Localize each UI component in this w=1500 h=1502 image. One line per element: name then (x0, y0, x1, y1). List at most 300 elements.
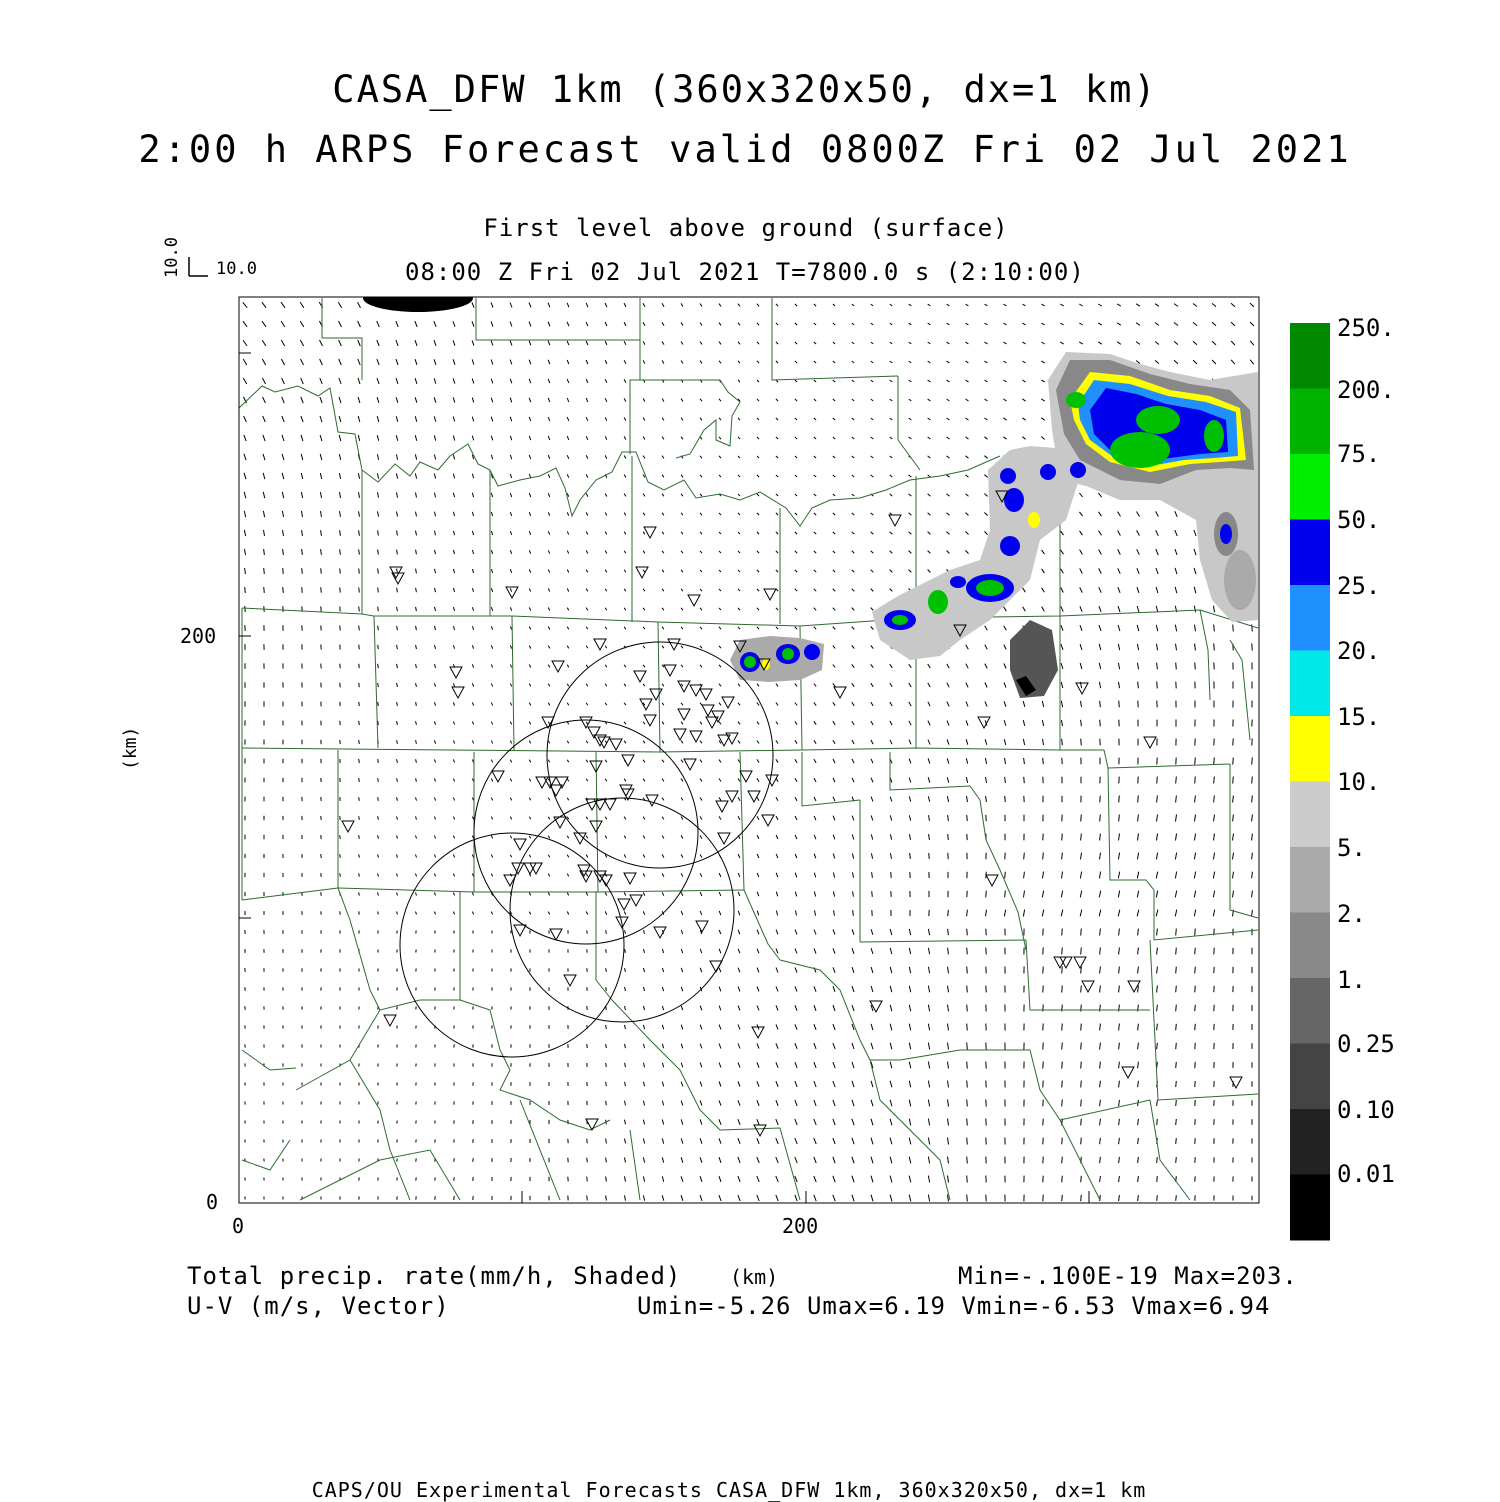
wind-vector (243, 302, 247, 307)
wind-vector (1043, 872, 1044, 879)
wind-vector (1137, 568, 1139, 574)
wind-vector (985, 683, 987, 688)
wind-vector (624, 360, 626, 364)
wind-vector (833, 929, 835, 934)
wind-vector (738, 1119, 740, 1125)
wind-vector (700, 665, 702, 667)
wind-vector (1080, 663, 1082, 669)
wind-vector (795, 1081, 797, 1087)
wind-vector (833, 494, 835, 496)
wind-vector (587, 1196, 588, 1201)
wind-vector (795, 380, 797, 382)
wind-vector (909, 664, 912, 668)
wind-vector (359, 511, 360, 516)
wind-vector (871, 986, 873, 992)
wind-vector (700, 1119, 702, 1124)
wind-vector (1004, 323, 1007, 325)
wind-vector (1156, 568, 1158, 574)
wind-vector (738, 570, 740, 572)
station-marker-icon (684, 759, 696, 770)
wind-vector (757, 418, 759, 420)
wind-vector (948, 1195, 949, 1202)
wind-vector (1157, 1176, 1158, 1182)
wind-vector (358, 340, 361, 346)
wind-vector (510, 836, 511, 839)
wind-vector (700, 911, 702, 915)
wind-vector (738, 361, 740, 363)
wind-vector (738, 1044, 740, 1049)
wind-vector (662, 532, 664, 534)
wind-vector (1100, 1043, 1101, 1050)
wind-vector (833, 589, 836, 591)
wind-vector (890, 532, 893, 534)
wind-vector (738, 760, 740, 763)
wind-vector (852, 816, 854, 821)
wind-vector (605, 455, 607, 458)
wind-vector (1099, 606, 1101, 612)
wind-vector (1176, 1062, 1177, 1068)
wind-vector (947, 399, 950, 401)
wind-vector (681, 665, 683, 667)
colorbar-label: 0.01 (1337, 1160, 1395, 1188)
wind-vector (814, 721, 816, 724)
wind-vector (814, 627, 816, 630)
wind-vector (852, 589, 855, 592)
precipitation-shading (363, 284, 1258, 698)
wind-vector (491, 588, 492, 592)
wind-vector (605, 646, 607, 649)
wind-vector (662, 1157, 663, 1162)
wind-vector (529, 417, 530, 421)
wind-vector (1157, 1195, 1158, 1201)
wind-vector (624, 741, 626, 744)
wind-vector (454, 512, 455, 516)
wind-vector (833, 551, 835, 553)
wind-vector (624, 494, 626, 497)
wind-vector (776, 892, 777, 897)
wind-vector (776, 551, 778, 553)
wind-vector (662, 987, 663, 991)
wind-vector (625, 1044, 626, 1048)
wind-vector (625, 1195, 626, 1200)
wind-vector (1060, 342, 1063, 344)
wind-vector (643, 627, 645, 629)
wind-vector (795, 608, 797, 610)
wind-vector (814, 1081, 816, 1087)
wind-vector (605, 551, 607, 554)
wind-vector (1061, 701, 1062, 707)
wind-vector (1062, 929, 1063, 936)
wind-vector (491, 493, 492, 497)
wind-vector (852, 570, 855, 572)
wind-vector (738, 551, 740, 553)
wind-vector (719, 665, 721, 667)
wind-vector (1194, 587, 1196, 593)
wind-vector (757, 722, 759, 725)
wind-vector (586, 646, 588, 649)
colorbar-label: 50. (1337, 506, 1380, 534)
wind-vector (967, 1062, 968, 1069)
wind-vector (567, 360, 569, 364)
wind-vector (928, 683, 930, 687)
wind-vector (776, 930, 778, 935)
wind-vector (871, 1043, 873, 1049)
wind-vector (700, 892, 702, 896)
station-marker-icon (620, 785, 632, 796)
wind-vector (833, 475, 835, 477)
wind-vector (833, 721, 835, 725)
wind-vector (909, 1138, 911, 1145)
wind-vector (967, 1024, 968, 1031)
wind-vector (681, 418, 683, 421)
wind-vector (776, 816, 778, 820)
wind-vector (890, 1005, 892, 1011)
wind-vector (757, 703, 759, 706)
wind-vector (435, 740, 436, 743)
wind-vector (662, 798, 664, 801)
wind-vector (871, 399, 873, 401)
wind-vector (852, 437, 854, 439)
wind-vector (757, 342, 759, 344)
wind-vector (1003, 418, 1006, 420)
wind-vector (738, 1025, 740, 1030)
wind-vector (1156, 549, 1158, 555)
wind-vector (510, 588, 511, 591)
wind-vector (529, 588, 530, 591)
wind-vector (586, 760, 588, 763)
wind-vector (1175, 530, 1177, 536)
wind-vector (1080, 872, 1081, 879)
wind-vector (548, 341, 550, 345)
wind-vector (681, 703, 683, 705)
wind-vector (1061, 531, 1064, 535)
wind-vector (909, 323, 912, 325)
wind-vector (890, 1024, 892, 1030)
wind-vector (1004, 342, 1007, 344)
station-marker-icon (586, 1119, 598, 1130)
wind-vector (491, 683, 492, 686)
wind-vector (548, 855, 549, 858)
wind-vector (1062, 872, 1063, 879)
wind-vector (1194, 872, 1195, 879)
wind-vector (719, 741, 721, 744)
wind-vector (814, 835, 816, 839)
station-marker-icon (1122, 1067, 1134, 1078)
wind-vector (909, 967, 910, 973)
wind-vector (662, 608, 664, 610)
wind-vector (605, 570, 607, 573)
wind-vector (662, 854, 664, 857)
wind-vector (1041, 380, 1044, 382)
wind-vector (435, 683, 436, 687)
wind-vector (1003, 399, 1006, 401)
y-axis-label: (km) (120, 727, 141, 770)
wind-vector (1062, 834, 1063, 841)
wind-vector (510, 607, 511, 610)
wind-vector (1100, 948, 1101, 955)
wind-vector (1119, 1024, 1120, 1031)
wind-vector (643, 1101, 644, 1106)
wind-vector (472, 379, 474, 384)
wind-vector (454, 836, 455, 839)
station-marker-icon (690, 685, 702, 696)
wind-vector (472, 798, 473, 801)
wind-vector (510, 645, 511, 648)
wind-vector (359, 607, 360, 612)
wind-vector (719, 722, 721, 725)
wind-vector (1231, 341, 1235, 345)
wind-vector (776, 342, 778, 344)
y-tick-label: 0 (206, 1190, 218, 1214)
wind-vector (1041, 437, 1044, 440)
wind-vector (757, 911, 758, 916)
wind-vector (928, 1062, 929, 1069)
wind-vector (1099, 663, 1100, 669)
wind-vector (871, 323, 873, 325)
wind-vector (700, 608, 702, 610)
wind-vector (1042, 550, 1045, 554)
wind-vector (359, 778, 360, 782)
wind-vector (416, 912, 417, 915)
wind-vector (909, 437, 912, 439)
wind-vector (1061, 588, 1064, 593)
wind-vector (624, 665, 626, 667)
wind-vector (719, 646, 721, 648)
wind-vector (681, 589, 683, 591)
wind-vector (643, 873, 645, 876)
wind-vector (967, 1005, 968, 1012)
wind-vector (814, 854, 816, 859)
wind-vector (625, 1101, 626, 1106)
wind-vector (814, 570, 816, 572)
wind-vector (586, 665, 588, 668)
wind-vector (1061, 891, 1062, 898)
wind-vector (415, 454, 416, 459)
wind-vector (340, 530, 341, 536)
wind-vector (529, 493, 530, 497)
station-marker-icon (492, 771, 504, 782)
wind-vector (529, 360, 531, 365)
wind-vector (397, 893, 398, 896)
wind-vector (262, 340, 266, 346)
wind-vector (472, 302, 474, 307)
wind-vector (928, 1100, 929, 1107)
wind-vector (984, 513, 987, 516)
colorbar-swatch (1290, 1044, 1330, 1110)
wind-vector (510, 779, 511, 782)
wind-vector (948, 834, 949, 840)
wind-vector (814, 948, 816, 953)
wind-vector (871, 721, 873, 725)
wind-vector (853, 910, 854, 916)
wind-vector (605, 532, 607, 535)
wind-vector (909, 815, 910, 820)
wind-vector (1043, 739, 1044, 745)
wind-vector (776, 987, 778, 992)
wind-vector (1079, 323, 1082, 325)
wind-vector (378, 892, 379, 895)
wind-vector (871, 645, 874, 648)
wind-vector (567, 550, 568, 553)
wind-vector (1176, 663, 1177, 670)
wind-vector (377, 397, 379, 403)
wind-vector (510, 760, 511, 763)
wind-vector (1004, 361, 1007, 363)
wind-vector (890, 551, 893, 554)
wind-vector (814, 1119, 816, 1125)
wind-vector (1195, 796, 1196, 803)
wind-vector (1079, 512, 1082, 516)
wind-vector (643, 456, 645, 459)
wind-vector (529, 893, 530, 896)
wind-vector (852, 1138, 854, 1144)
wind-vector (586, 836, 588, 839)
wind-vector (719, 456, 721, 458)
wind-vector (681, 627, 683, 629)
wind-vector (909, 778, 911, 783)
wind-vector (966, 418, 969, 420)
wind-vector (1005, 758, 1006, 764)
wind-vector (263, 397, 266, 403)
wind-vector (643, 836, 645, 839)
wind-vector (397, 512, 398, 517)
wind-vector (871, 1119, 873, 1126)
wind-vector (814, 551, 816, 553)
station-marker-icon (722, 697, 734, 708)
wind-vector (719, 892, 721, 896)
vector-field-label: U-V (m/s, Vector) (187, 1292, 450, 1320)
wind-vector (1022, 380, 1025, 382)
wind-vector (928, 664, 931, 668)
wind-vector (586, 627, 588, 630)
wind-vector (1155, 342, 1159, 345)
wind-vector (814, 323, 816, 325)
wind-vector (245, 549, 246, 555)
station-marker-icon (716, 801, 728, 812)
wind-vector (1100, 1157, 1101, 1163)
wind-vector (738, 627, 740, 629)
wind-vector (454, 588, 455, 592)
wind-vector (852, 1043, 854, 1049)
wind-vector (1214, 758, 1215, 765)
wind-vector (681, 949, 682, 953)
wind-vector (1176, 834, 1177, 841)
wind-vector (262, 321, 266, 327)
wind-vector (378, 778, 379, 782)
wind-vector (814, 740, 816, 744)
wind-vector (1099, 568, 1102, 573)
wind-vector (1022, 399, 1025, 401)
wind-vector (1157, 796, 1158, 803)
wind-vector (852, 1119, 854, 1125)
station-marker-icon (514, 839, 526, 850)
wind-vector (852, 304, 854, 306)
wind-vector (1062, 1024, 1063, 1031)
wind-vector (871, 853, 872, 858)
wind-vector (1023, 720, 1024, 726)
wind-vector (966, 494, 969, 497)
wind-vector (834, 891, 835, 896)
wind-vector (928, 1176, 929, 1183)
wind-vector (890, 304, 892, 306)
wind-vector (339, 340, 342, 346)
wind-vector (909, 570, 912, 573)
wind-vector (472, 874, 473, 877)
wind-vector (795, 949, 797, 954)
wind-vector (1081, 1195, 1082, 1201)
wind-vector (986, 796, 987, 802)
wind-vector (548, 760, 549, 763)
wind-vector (757, 513, 759, 515)
wind-vector (928, 323, 931, 325)
wind-vector (1117, 342, 1121, 345)
wind-vector (757, 1062, 759, 1067)
wind-vector (1099, 682, 1100, 688)
colorbar-label: 10. (1337, 768, 1380, 796)
wind-vector (1081, 948, 1082, 955)
wind-vector (663, 949, 664, 953)
wind-vector (416, 531, 417, 536)
wind-vector (700, 1176, 702, 1182)
colorbar-label: 5. (1337, 834, 1366, 862)
wind-vector (643, 817, 645, 820)
wind-vector (681, 1138, 683, 1143)
wind-vector (548, 608, 549, 611)
wind-vector (1214, 815, 1215, 822)
wind-vector (1024, 891, 1025, 898)
wind-vector (986, 891, 987, 898)
wind-vector (1099, 625, 1101, 631)
wind-vector (548, 550, 549, 553)
wind-vector (283, 549, 284, 555)
wind-vector (510, 398, 511, 403)
wind-vector (662, 1176, 663, 1181)
wind-vector (700, 570, 702, 572)
wind-vector (263, 454, 265, 460)
wind-vector (1060, 323, 1063, 325)
wind-vector (339, 321, 342, 327)
wind-vector (454, 626, 455, 630)
wind-vector (681, 646, 683, 648)
wind-vector (1042, 569, 1045, 573)
wind-vector (662, 1120, 663, 1125)
wind-vector (1118, 568, 1120, 573)
wind-vector (1119, 1195, 1120, 1201)
wind-vector (738, 589, 740, 591)
wind-vector (358, 435, 359, 441)
wind-vector (738, 1138, 740, 1144)
wind-vector (719, 1157, 721, 1163)
wind-vector (454, 569, 455, 573)
wind-vector (719, 418, 721, 420)
wind-vector (1099, 512, 1102, 516)
wind-vector (586, 893, 588, 896)
wind-vector (1119, 1081, 1120, 1088)
wind-vector (795, 1062, 797, 1068)
wind-vector (1212, 341, 1216, 345)
wind-vector (890, 399, 893, 401)
wind-vector (757, 1157, 759, 1163)
station-marker-icon (700, 689, 712, 700)
wind-vector (643, 855, 645, 858)
wind-vector (890, 721, 892, 725)
wind-vector (529, 455, 530, 459)
wind-vector (700, 456, 702, 458)
station-marker-icon (636, 567, 648, 578)
wind-vector (491, 302, 493, 307)
wind-vector (643, 360, 645, 363)
wind-vector (966, 380, 969, 382)
